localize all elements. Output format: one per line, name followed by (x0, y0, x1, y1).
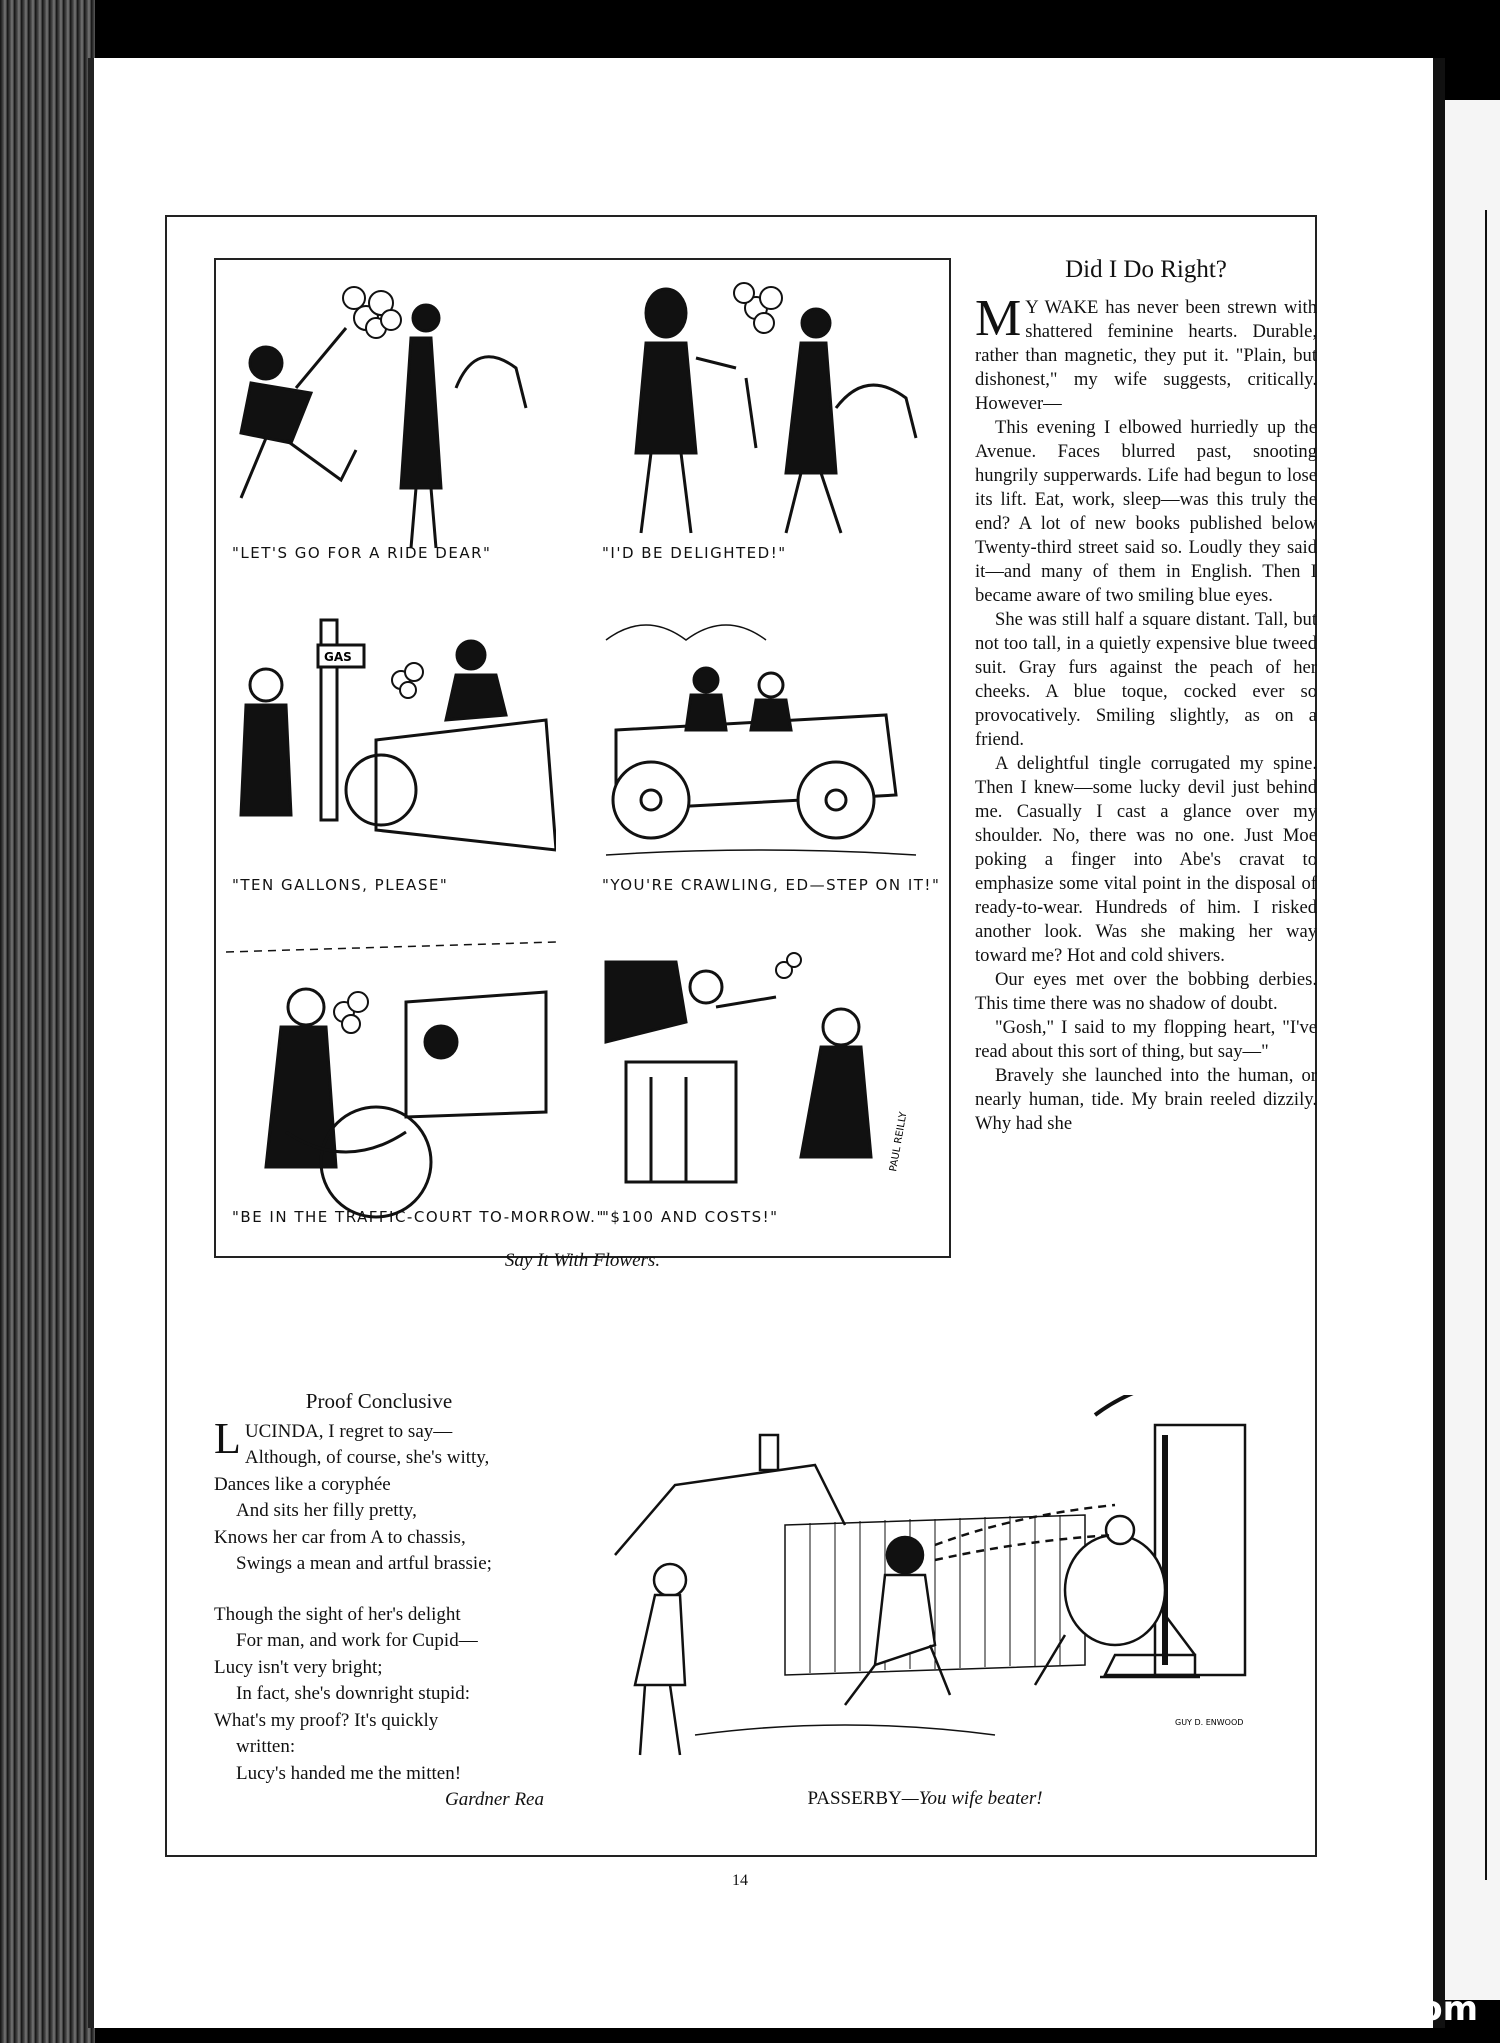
strip-panel-2 (596, 268, 926, 566)
poem-line: written: (236, 1736, 296, 1757)
gas-sign: GAS (324, 650, 352, 664)
poem-line: Lucy's handed me the mitten! (236, 1762, 462, 1784)
panel-1-drawing (226, 268, 556, 566)
article-paragraph-6: "Gosh," I said to my flopping heart, "I've read about this sort of thing, but say—" (975, 1017, 1317, 1062)
poem-line: In fact, she's downright stupid: (236, 1683, 471, 1704)
poem-proof-conclusive (214, 1388, 544, 1814)
article-paragraph-7: Bravely she launched into the human, or nearly human, tide. My brain reeled dizzily. Why had she (975, 1065, 1317, 1134)
article-title: Did I Do Right? (1065, 256, 1227, 283)
poem-line: What's my proof? It's quickly (214, 1709, 439, 1731)
panel-6-caption: "$100 AND COSTS!" (602, 1208, 779, 1226)
strip-panel-5 (226, 932, 605, 1230)
strip-panel-4 (596, 600, 941, 898)
panel-5-caption: "BE IN THE TRAFFIC-COURT TO-MORROW." (232, 1208, 605, 1226)
cartoon-caption (575, 1788, 1275, 1810)
strip-caption: Say It With Flowers. (504, 1250, 661, 1271)
passerby-cartoon (575, 1395, 1275, 1775)
strip-panel-6 (596, 932, 926, 1230)
poem-line: Swings a mean and artful brassie; (236, 1553, 492, 1574)
poem-line: Lucy isn't very bright; (214, 1656, 383, 1678)
poem-first-word: UCINDA (244, 1420, 319, 1442)
panel-4-caption: "YOU'RE CRAWLING, ED—STEP ON IT!" (602, 876, 941, 894)
strip-signature: PAUL REILLY (888, 1111, 910, 1173)
poem-line: Although, of course, she's witty, (244, 1447, 490, 1468)
poem-line: Knows her car from A to chassis, (214, 1526, 466, 1548)
book-spine (0, 0, 95, 2043)
strip-panel-1 (226, 268, 556, 566)
cartoon-signature: GUY D. ENWOOD (1175, 1718, 1244, 1727)
panel-2-drawing (596, 268, 926, 566)
page-number: 14 (732, 1872, 748, 1889)
poem-line: Dances like a coryphée (214, 1473, 391, 1495)
article-did-i-do-right (975, 256, 1317, 1136)
article-paragraph-1-text: has never been strewn with shattered feminine hearts. Durable, rather than magnetic, they put it. "Plain, but dishonest," my wife suggests, critically. However— (975, 297, 1317, 414)
poem-title: Proof Conclusive (305, 1389, 453, 1413)
watermark: comicbooks.com (1161, 1989, 1478, 2029)
poem-first-rest: , I regret to say— (318, 1420, 453, 1442)
panel-6-drawing (596, 932, 926, 1230)
article-dropcap: M (975, 290, 1022, 347)
facing-page-edge (1445, 100, 1500, 2000)
article-paragraph-2: This evening I elbowed hurriedly up the Avenue. Faces blurred past, snooting hungrily supperwards. Life had begun to lose its lift. Eat, work, sleep—was this truly the end? A lot of new books published below Twenty-third street said so. Loudly they said it—and many of them in English. Then I became aware of two smiling blue eyes. (975, 417, 1317, 606)
panel-1-caption: "LET'S GO FOR A RIDE DEAR" (232, 544, 492, 562)
panel-5-drawing (226, 932, 556, 1230)
strip-panel-3 (226, 600, 556, 898)
poem-dropcap: L (214, 1413, 241, 1463)
page-gutter (1433, 58, 1445, 2028)
poem-line: For man, and work for Cupid— (236, 1630, 478, 1651)
article-lead: Y WAKE (1025, 297, 1099, 318)
panel-2-caption: "I'D BE DELIGHTED!" (602, 544, 787, 562)
panel-3-caption: "TEN GALLONS, PLEASE" (232, 876, 449, 894)
poem-line: And sits her filly pretty, (236, 1500, 417, 1521)
article-paragraph-5: Our eyes met over the bobbing derbies. This time there was no shadow of doubt. (975, 969, 1317, 1014)
panel-4-drawing (596, 600, 926, 898)
passerby-cartoon-drawing (575, 1395, 1275, 1775)
poem-line: Though the sight of her's delight (214, 1603, 461, 1625)
article-paragraph-3: She was still half a square distant. Tall, but not too tall, in a quietly expensive blue tweed suit. Gray furs against the peach of her cheeks. A blue toque, cocked ever so provocatively. Smiling slightly, as on a friend. (975, 609, 1317, 750)
poem-author: Gardner Rea (444, 1789, 544, 1810)
comic-strip (214, 258, 951, 1258)
article-paragraph-1 (975, 290, 1317, 416)
panel-3-drawing (226, 600, 556, 898)
caption-text: —You wife beater! (901, 1788, 1043, 1809)
article-paragraph-4: A delightful tingle corrugated my spine. Then I knew—some lucky devil just behind me. Casually I cast a glance over my shoulder. No, there was no one. Just Moe poking a finger into Abe's cravat to emphasize some vital point in the disposal of ready-to-wear. Hundreds of him. I risked another look. Was she making her way toward me? Hot and cold shivers. (975, 753, 1317, 966)
caption-speaker: PASSERBY (807, 1788, 902, 1809)
